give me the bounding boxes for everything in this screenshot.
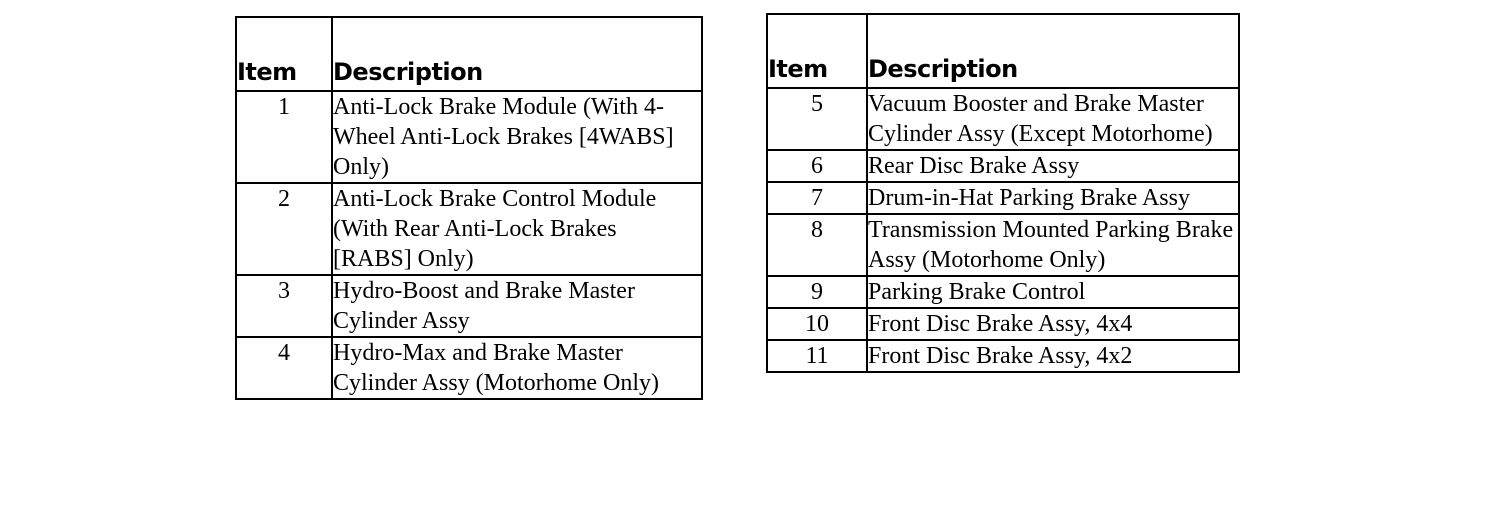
item-description: Anti-Lock Brake Module (With 4-Wheel Anti-Lock Brakes [4WABS] Only) [332, 91, 702, 183]
header-row [767, 14, 1239, 88]
item-number: 8 [767, 214, 867, 276]
description-column-header: Description [332, 17, 702, 91]
description-column-header: Description [867, 14, 1239, 88]
table-row [767, 88, 1239, 150]
item-description: Parking Brake Control [867, 276, 1239, 308]
item-description: Front Disc Brake Assy, 4x2 [867, 340, 1239, 372]
item-number: 9 [767, 276, 867, 308]
item-description: Hydro-Max and Brake Master Cylinder Assy (Motorhome Only) [332, 337, 702, 399]
item-description: Hydro-Boost and Brake Master Cylinder Assy [332, 275, 702, 337]
table-row [767, 308, 1239, 340]
table-row [236, 183, 702, 275]
item-description: Drum-in-Hat Parking Brake Assy [867, 182, 1239, 214]
table-row [767, 150, 1239, 182]
item-description: Vacuum Booster and Brake Master Cylinder Assy (Except Motorhome) [867, 88, 1239, 150]
item-description: Front Disc Brake Assy, 4x4 [867, 308, 1239, 340]
item-number: 5 [767, 88, 867, 150]
item-number: 1 [236, 91, 332, 183]
table-row [236, 91, 702, 183]
table-row [767, 276, 1239, 308]
item-number: 7 [767, 182, 867, 214]
table-row [236, 275, 702, 337]
item-column-header: Item [767, 14, 867, 88]
item-number: 3 [236, 275, 332, 337]
table-row [767, 340, 1239, 372]
item-number: 2 [236, 183, 332, 275]
item-description: Transmission Mounted Parking Brake Assy (Motorhome Only) [867, 214, 1239, 276]
item-number: 4 [236, 337, 332, 399]
header-row [236, 17, 702, 91]
item-number: 11 [767, 340, 867, 372]
item-number: 10 [767, 308, 867, 340]
item-description: Anti-Lock Brake Control Module (With Rear Anti-Lock Brakes [RABS] Only) [332, 183, 702, 275]
table-row [236, 337, 702, 399]
parts-legend-table-left [235, 16, 703, 400]
item-number: 6 [767, 150, 867, 182]
table-row [767, 214, 1239, 276]
table-row [767, 182, 1239, 214]
parts-legend-table-right [766, 13, 1240, 373]
item-column-header: Item [236, 17, 332, 91]
item-description: Rear Disc Brake Assy [867, 150, 1239, 182]
